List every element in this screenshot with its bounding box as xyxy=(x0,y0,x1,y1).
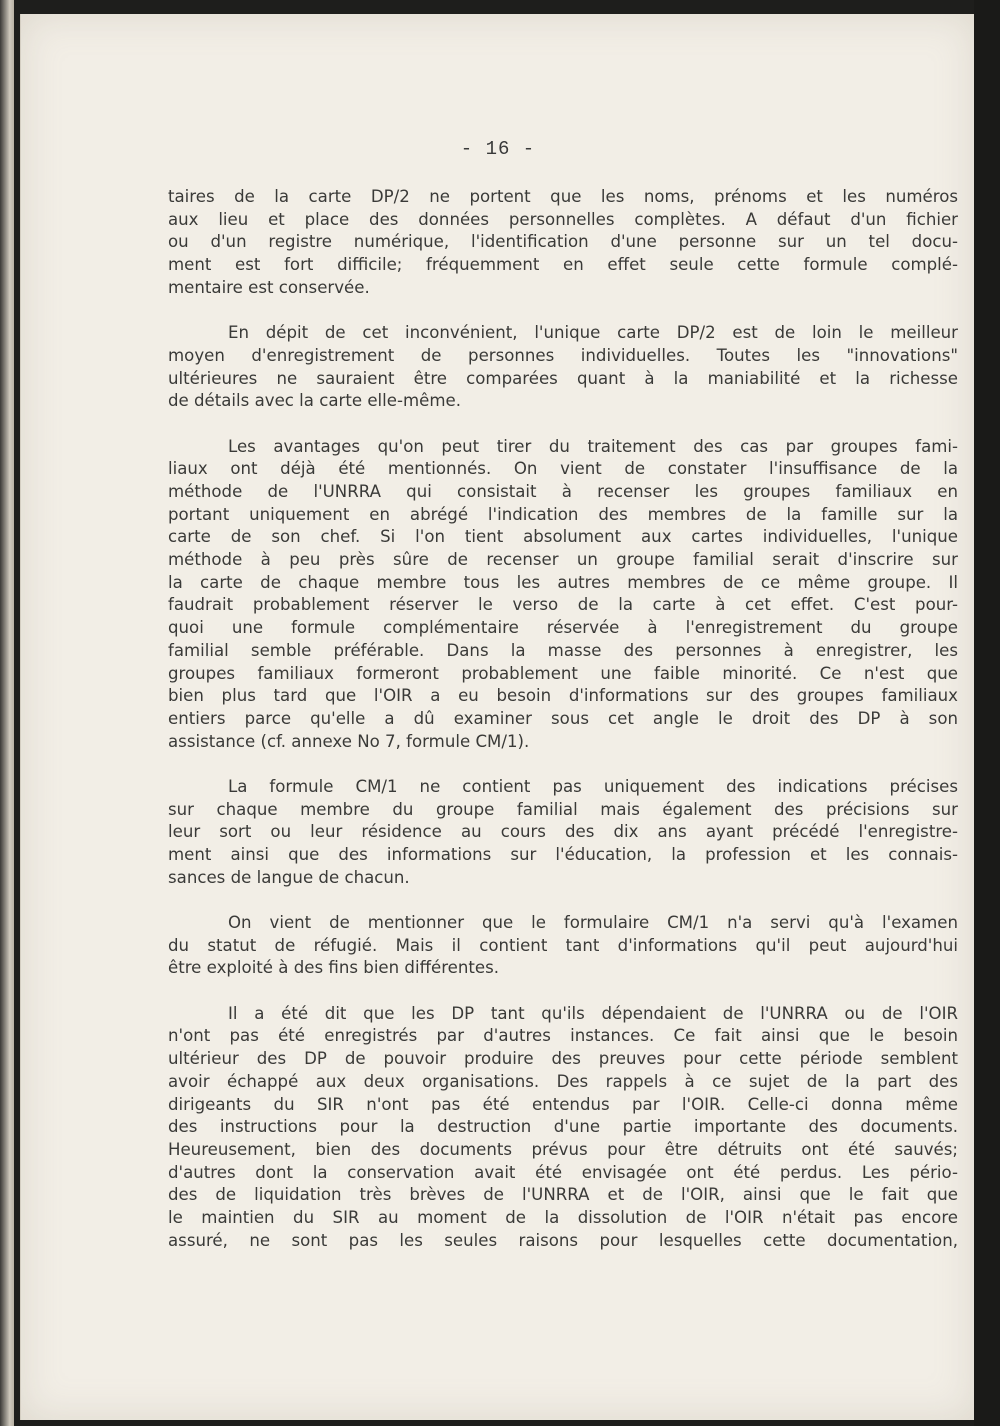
paragraph-3 xyxy=(168,436,958,754)
text-line: Heureusement, bien des documents prévus pour être détruits ont été sauvés; xyxy=(168,1139,958,1159)
facing-page-edge xyxy=(0,0,14,1426)
text-line: assuré, ne sont pas les seules raisons pour lesquelles cette documentation, xyxy=(168,1230,958,1250)
text-line: du statut de réfugié. Mais il contient tant d'informations qu'il peut aujourd'hui xyxy=(168,935,958,955)
text-line: n'ont pas été enregistrés par d'autres instances. Ce fait ainsi que le besoin xyxy=(168,1026,958,1046)
text-line: leur sort ou leur résidence au cours des dix ans ayant précédé l'enregistre- xyxy=(168,822,958,842)
text-line: taires de la carte DP/2 ne portent que les noms, prénoms et les numéros xyxy=(168,187,958,206)
text-line: ment ainsi que des informations sur l'éducation, la profession et les connais- xyxy=(168,845,958,865)
text-line: méthode de l'UNRRA qui consistait à recenser les groupes familiaux en xyxy=(168,481,958,501)
text-line: quoi une formule complémentaire réservée à l'enregistrement du groupe xyxy=(168,618,958,638)
text-line: ou d'un registre numérique, l'identification d'une personne sur un tel docu- xyxy=(168,232,958,252)
text-line: avoir échappé aux deux organisations. Des rappels à ce sujet de la part des xyxy=(168,1071,958,1091)
text-line: groupes familiaux formeront probablement une faible minorité. Ce n'est que xyxy=(168,663,958,683)
text-line: la carte de chaque membre tous les autres membres de ce même groupe. Il xyxy=(168,572,958,592)
document-page xyxy=(20,14,975,1420)
text-line: ultérieur des DP de pouvoir produire des preuves pour cette période semblent xyxy=(168,1049,958,1069)
text-line: des de liquidation très brèves de l'UNRRA et de l'OIR, ainsi que le fait que xyxy=(168,1185,958,1205)
text-line: faudrait probablement réserver le verso de la carte à cet effet. C'est pour- xyxy=(168,595,958,615)
text-line: liaux ont déjà été mentionnés. On vient de constater l'insuffisance de la xyxy=(168,459,958,479)
text-line: mentaire est conservée. xyxy=(168,277,370,297)
scan-background-edge xyxy=(974,0,1000,1426)
paragraph-6 xyxy=(168,1003,958,1253)
text-line: moyen d'enregistrement de personnes individuelles. Toutes les "innovations" xyxy=(168,345,958,365)
paragraph-2 xyxy=(168,322,958,413)
text-line: Il a été dit que les DP tant qu'ils dépendaient de l'UNRRA ou de l'OIR xyxy=(228,1003,958,1023)
text-line: ment est fort difficile; fréquemment en effet seule cette formule complé- xyxy=(168,255,958,275)
body-text xyxy=(168,186,958,1275)
text-line: sances de langue de chacun. xyxy=(168,867,410,887)
text-line: bien plus tard que l'OIR a eu besoin d'informations sur des groupes familiaux xyxy=(168,686,958,706)
text-line: familial semble préférable. Dans la masse des personnes à enregistrer, les xyxy=(168,640,958,660)
text-line: assistance (cf. annexe No 7, formule CM/1). xyxy=(168,731,530,751)
text-line: d'autres dont la conservation avait été envisagée ont été perdus. Les pério- xyxy=(168,1162,958,1182)
text-line: aux lieu et place des données personnelles complètes. A défaut d'un fichier xyxy=(168,209,958,229)
text-line: En dépit de cet inconvénient, l'unique carte DP/2 est de loin le meilleur xyxy=(228,323,958,343)
text-line: de détails avec la carte elle-même. xyxy=(168,391,461,411)
text-line: le maintien du SIR au moment de la dissolution de l'OIR n'était pas encore xyxy=(168,1208,958,1228)
paragraph-5 xyxy=(168,912,958,980)
paragraph-1 xyxy=(168,186,958,300)
text-line: La formule CM/1 ne contient pas uniquement des indications précises xyxy=(228,776,958,796)
text-line: ultérieures ne sauraient être comparées quant à la maniabilité et la richesse xyxy=(168,368,958,388)
text-line: portant uniquement en abrégé l'indication des membres de la famille sur la xyxy=(168,504,958,524)
text-line: méthode à peu près sûre de recenser un groupe familial serait d'inscrire sur xyxy=(168,550,958,570)
text-line: On vient de mentionner que le formulaire CM/1 n'a servi qu'à l'examen xyxy=(228,913,958,933)
text-line: être exploité à des fins bien différentes. xyxy=(168,958,500,978)
text-line: carte de son chef. Si l'on tient absolument aux cartes individuelles, l'unique xyxy=(168,527,958,547)
text-line: Les avantages qu'on peut tirer du traitement des cas par groupes fami- xyxy=(228,436,958,456)
paragraph-4 xyxy=(168,776,958,890)
page-number: - 16 - xyxy=(460,138,536,160)
text-line: des instructions pour la destruction d'une partie importante des documents. xyxy=(168,1117,958,1137)
text-line: sur chaque membre du groupe familial mais également des précisions sur xyxy=(168,799,958,819)
text-line: entiers parce qu'elle a dû examiner sous cet angle le droit des DP à son xyxy=(168,708,958,728)
text-line: dirigeants du SIR n'ont pas été entendus par l'OIR. Celle-ci donna même xyxy=(168,1094,958,1114)
